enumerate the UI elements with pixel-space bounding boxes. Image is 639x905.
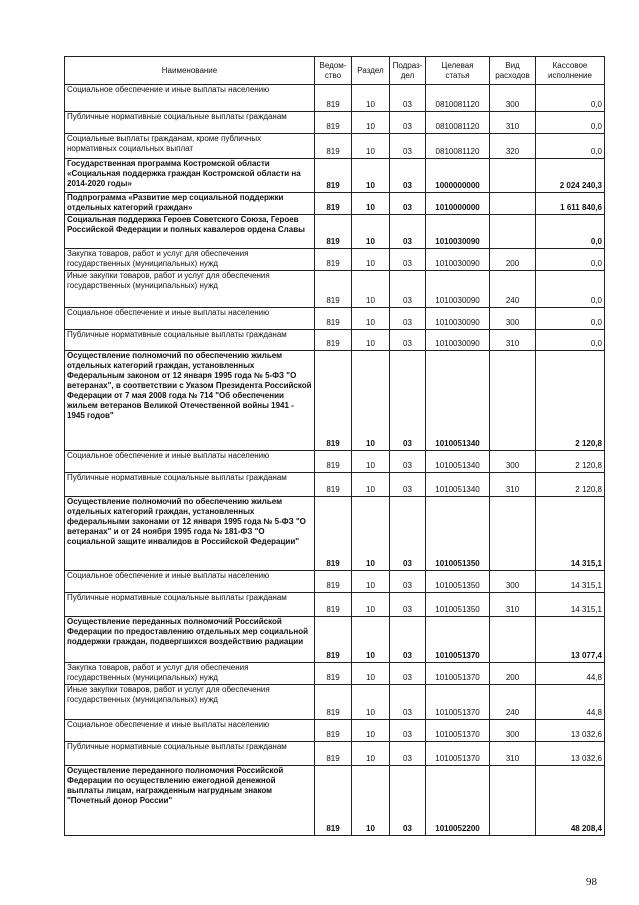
row-execution: 0,0: [536, 249, 605, 271]
row-subsection: 03: [390, 215, 426, 249]
row-name: Социальные выплаты гражданам, кроме публичных нормативных социальных выплат: [65, 134, 315, 159]
row-execution: 2 120,8: [536, 351, 605, 451]
row-subsection: 03: [390, 330, 426, 351]
row-section: 10: [352, 451, 390, 473]
header-exp-type-text: Вид расходов: [495, 60, 530, 80]
row-exp-type: 300: [490, 571, 536, 593]
table-header-row: [65, 57, 605, 85]
row-target: 1010051370: [426, 685, 490, 720]
row-target: 1010052200: [426, 766, 490, 836]
row-section: 10: [352, 593, 390, 617]
header-target: [426, 57, 490, 85]
budget-table: [64, 56, 605, 836]
row-target: 1010051350: [426, 497, 490, 571]
row-exp-type: 300: [490, 451, 536, 473]
page-number: 98: [586, 876, 597, 888]
row-subsection: 03: [390, 473, 426, 497]
row-subsection: 03: [390, 159, 426, 193]
row-dept: 819: [315, 766, 352, 836]
row-execution: 0,0: [536, 308, 605, 330]
row-name: Социальное обеспечение и иные выплаты населению: [65, 85, 315, 112]
table-row: [65, 497, 605, 571]
row-target: 1010051350: [426, 593, 490, 617]
row-name: Социальное обеспечение и иные выплаты населению: [65, 720, 315, 742]
row-dept: 819: [315, 249, 352, 271]
row-target: 1010051350: [426, 571, 490, 593]
row-dept: 819: [315, 330, 352, 351]
row-name: Осуществление полномочий по обеспечению жильем отдельных категорий граждан, установленных Федеральным законом от 12 января 1995 года № 5-ФЗ "О ветеранах", в соответствии с Указом Президента Российской Федерации от 7 мая 2008 года № 714 "Об обеспечении жильем ветеранов Великой Отечественной войны 1941 - 1945 годов": [65, 351, 315, 451]
row-target: 1010051370: [426, 617, 490, 663]
row-target: 1010051340: [426, 351, 490, 451]
row-exp-type: 200: [490, 249, 536, 271]
row-name: Закупка товаров, работ и услуг для обеспечения государственных (муниципальных) нужд: [65, 249, 315, 271]
row-subsection: 03: [390, 351, 426, 451]
row-exp-type: [490, 159, 536, 193]
row-target: 1010000000: [426, 193, 490, 215]
row-exp-type: 240: [490, 685, 536, 720]
table-row: [65, 617, 605, 663]
row-section: 10: [352, 766, 390, 836]
row-target: 1010051370: [426, 720, 490, 742]
row-target: 0810081120: [426, 85, 490, 112]
row-name: Социальное обеспечение и иные выплаты населению: [65, 308, 315, 330]
row-subsection: 03: [390, 193, 426, 215]
table-row: [65, 85, 605, 112]
row-exp-type: 310: [490, 112, 536, 134]
row-name: Осуществление переданных полномочий Российской Федерации по предоставлению отдельных мер социальной поддержки граждан, подвергшихся воздействию радиации: [65, 617, 315, 663]
row-section: 10: [352, 497, 390, 571]
row-section: 10: [352, 134, 390, 159]
row-target: 0810081120: [426, 112, 490, 134]
row-dept: 819: [315, 112, 352, 134]
row-execution: 2 120,8: [536, 451, 605, 473]
row-section: 10: [352, 249, 390, 271]
row-subsection: 03: [390, 617, 426, 663]
row-section: 10: [352, 193, 390, 215]
row-dept: 819: [315, 308, 352, 330]
table-row: [65, 473, 605, 497]
header-name: Наименование: [65, 57, 315, 85]
row-section: 10: [352, 685, 390, 720]
table-row: [65, 308, 605, 330]
row-exp-type: 310: [490, 742, 536, 766]
row-exp-type: [490, 766, 536, 836]
row-exp-type: [490, 497, 536, 571]
row-section: 10: [352, 473, 390, 497]
row-name: Публичные нормативные социальные выплаты гражданам: [65, 112, 315, 134]
row-execution: 0,0: [536, 271, 605, 308]
row-dept: 819: [315, 720, 352, 742]
row-name: Закупка товаров, работ и услуг для обеспечения государственных (муниципальных) нужд: [65, 663, 315, 685]
row-section: 10: [352, 330, 390, 351]
row-subsection: 03: [390, 685, 426, 720]
row-execution: 0,0: [536, 85, 605, 112]
row-dept: 819: [315, 571, 352, 593]
table-row: [65, 112, 605, 134]
row-subsection: 03: [390, 593, 426, 617]
row-section: 10: [352, 112, 390, 134]
row-section: 10: [352, 215, 390, 249]
row-section: 10: [352, 351, 390, 451]
row-dept: 819: [315, 215, 352, 249]
row-exp-type: 310: [490, 330, 536, 351]
row-subsection: 03: [390, 663, 426, 685]
row-exp-type: 310: [490, 593, 536, 617]
header-subsection-text: Подраз- дел: [392, 60, 423, 80]
table-row: [65, 685, 605, 720]
row-exp-type: 300: [490, 85, 536, 112]
row-section: 10: [352, 308, 390, 330]
row-exp-type: 310: [490, 473, 536, 497]
header-subsection: [390, 57, 426, 85]
row-execution: 13 032,6: [536, 742, 605, 766]
table-row: [65, 215, 605, 249]
table-row: [65, 193, 605, 215]
row-dept: 819: [315, 742, 352, 766]
row-exp-type: 240: [490, 271, 536, 308]
row-dept: 819: [315, 351, 352, 451]
row-execution: 0,0: [536, 112, 605, 134]
row-execution: 14 315,1: [536, 593, 605, 617]
row-execution: 14 315,1: [536, 571, 605, 593]
row-exp-type: 320: [490, 134, 536, 159]
row-dept: 819: [315, 473, 352, 497]
row-subsection: 03: [390, 271, 426, 308]
row-subsection: 03: [390, 766, 426, 836]
row-execution: 0,0: [536, 215, 605, 249]
table-row: [65, 351, 605, 451]
row-subsection: 03: [390, 742, 426, 766]
row-dept: 819: [315, 159, 352, 193]
row-subsection: 03: [390, 112, 426, 134]
table-row: [65, 134, 605, 159]
row-target: 1010051340: [426, 473, 490, 497]
row-exp-type: 300: [490, 720, 536, 742]
header-section: Раздел: [352, 57, 390, 85]
row-target: 1010030090: [426, 215, 490, 249]
row-name: Подпрограмма «Развитие мер социальной поддержки отдельных категорий граждан»: [65, 193, 315, 215]
table-row: [65, 330, 605, 351]
row-execution: 44,8: [536, 663, 605, 685]
row-name: Публичные нормативные социальные выплаты гражданам: [65, 593, 315, 617]
table-row: [65, 159, 605, 193]
table-body: [65, 85, 605, 836]
table-row: [65, 742, 605, 766]
row-exp-type: [490, 351, 536, 451]
row-dept: 819: [315, 685, 352, 720]
row-target: 1000000000: [426, 159, 490, 193]
row-target: 1010051340: [426, 451, 490, 473]
header-execution-text: Кассовое исполнение: [548, 60, 592, 80]
row-execution: 0,0: [536, 330, 605, 351]
row-subsection: 03: [390, 134, 426, 159]
row-section: 10: [352, 617, 390, 663]
row-name: Социальная поддержка Героев Советского Союза, Героев Российской Федерации и полных кавалеров ордена Славы: [65, 215, 315, 249]
row-section: 10: [352, 742, 390, 766]
header-target-text: Целевая статья: [441, 60, 474, 80]
row-subsection: 03: [390, 571, 426, 593]
table-row: [65, 451, 605, 473]
row-name: Осуществление полномочий по обеспечению жильем отдельных категорий граждан, установленных федеральными законами от 12 января 1995 года № 5-ФЗ "О ветеранах" и от 24 ноября 1995 года № 181-ФЗ "О социальной защите инвалидов в Российской Федерации": [65, 497, 315, 571]
row-dept: 819: [315, 663, 352, 685]
row-subsection: 03: [390, 497, 426, 571]
row-target: 0810081120: [426, 134, 490, 159]
row-name: Публичные нормативные социальные выплаты гражданам: [65, 473, 315, 497]
header-dept-text: Ведом- ство: [319, 60, 347, 80]
row-subsection: 03: [390, 308, 426, 330]
row-target: 1010030090: [426, 249, 490, 271]
header-dept: [315, 57, 352, 85]
row-name: Социальное обеспечение и иные выплаты населению: [65, 571, 315, 593]
row-exp-type: 300: [490, 308, 536, 330]
row-dept: 819: [315, 85, 352, 112]
row-subsection: 03: [390, 720, 426, 742]
row-exp-type: [490, 193, 536, 215]
row-execution: 44,8: [536, 685, 605, 720]
row-execution: 13 077,4: [536, 617, 605, 663]
row-execution: 48 208,4: [536, 766, 605, 836]
row-section: 10: [352, 663, 390, 685]
row-name: Иные закупки товаров, работ и услуг для обеспечения государственных (муниципальных) нужд: [65, 685, 315, 720]
row-name: Иные закупки товаров, работ и услуг для обеспечения государственных (муниципальных) нужд: [65, 271, 315, 308]
row-subsection: 03: [390, 249, 426, 271]
row-section: 10: [352, 571, 390, 593]
row-execution: 0,0: [536, 134, 605, 159]
row-dept: 819: [315, 271, 352, 308]
row-execution: 14 315,1: [536, 497, 605, 571]
row-dept: 819: [315, 593, 352, 617]
row-dept: 819: [315, 617, 352, 663]
row-target: 1010030090: [426, 271, 490, 308]
header-exp-type: [490, 57, 536, 85]
table-row: [65, 663, 605, 685]
row-name: Государственная программа Костромской области «Социальная поддержка граждан Костромской области на 2014-2020 годы»: [65, 159, 315, 193]
row-section: 10: [352, 85, 390, 112]
table-row: [65, 571, 605, 593]
row-subsection: 03: [390, 85, 426, 112]
row-section: 10: [352, 159, 390, 193]
row-dept: 819: [315, 497, 352, 571]
row-execution: 2 024 240,3: [536, 159, 605, 193]
table-row: [65, 720, 605, 742]
row-target: 1010030090: [426, 330, 490, 351]
row-target: 1010051370: [426, 663, 490, 685]
table-row: [65, 271, 605, 308]
row-exp-type: 200: [490, 663, 536, 685]
row-dept: 819: [315, 134, 352, 159]
row-execution: 2 120,8: [536, 473, 605, 497]
row-target: 1010051370: [426, 742, 490, 766]
row-exp-type: [490, 617, 536, 663]
row-name: Публичные нормативные социальные выплаты гражданам: [65, 330, 315, 351]
row-section: 10: [352, 271, 390, 308]
row-execution: 13 032,6: [536, 720, 605, 742]
table-row: [65, 766, 605, 836]
table-row: [65, 249, 605, 271]
table-row: [65, 593, 605, 617]
row-target: 1010030090: [426, 308, 490, 330]
row-section: 10: [352, 720, 390, 742]
row-name: Социальное обеспечение и иные выплаты населению: [65, 451, 315, 473]
row-dept: 819: [315, 193, 352, 215]
row-name: Публичные нормативные социальные выплаты гражданам: [65, 742, 315, 766]
row-dept: 819: [315, 451, 352, 473]
row-execution: 1 611 840,6: [536, 193, 605, 215]
row-exp-type: [490, 215, 536, 249]
row-name: Осуществление переданного полномочия Российской Федерации по осуществлению ежегодной денежной выплаты лицам, награжденным нагрудным знаком "Почетный донор России": [65, 766, 315, 836]
header-execution: [536, 57, 605, 85]
row-subsection: 03: [390, 451, 426, 473]
